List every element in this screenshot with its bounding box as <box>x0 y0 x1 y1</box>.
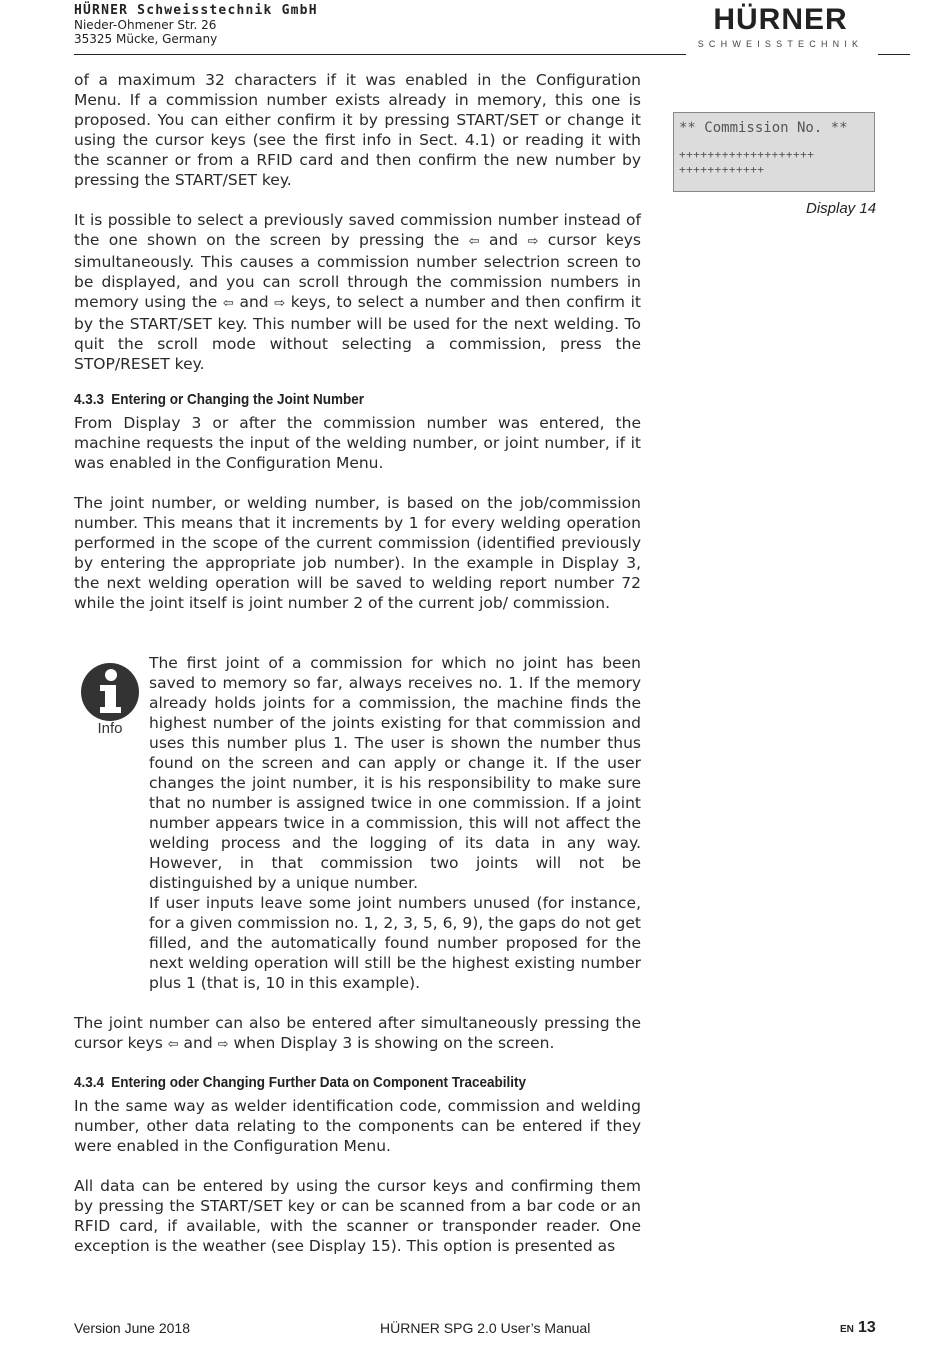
company-logo <box>688 2 873 50</box>
section-heading-4-3-3: 4.3.3 Entering or Changing the Joint Number <box>74 391 364 408</box>
paragraph-joint-input: From Display 3 or after the commission number was entered, the machine requests the input of the welding number, or joint number, if it was enabled in the Configuration Menu. <box>74 414 641 472</box>
info-paragraph-first-joint: The first joint of a commission for which no joint has been saved to memory so far, always receives no. 1. If the memory already holds joints for a commission, the machine finds the highest number of the joints existing for that commission and uses this number plus 1. The user is shown the number thus found on the screen and can apply or change it. If the user changes the joint number, it is his responsibility to make sure that no number is assigned twice in one commission. If a joint number appears twice in a commission, this will not affect the welding process and the logging of its data in any way. However, in that commission two joints will not be distinguished by a unique number. <box>149 654 641 892</box>
arrow-right-icon: ⇨ <box>217 1037 229 1052</box>
paragraph-commission-intro: of a maximum 32 characters if it was enabled in the Configuration Menu. If a commission number exists already in memory, this one is proposed. You can either confirm it by pressing START/SET or change it using the cursor keys (see the first info in Sect. 4.1) or reading it with the scanner or from a RFID card and then confirm the new number by pressing the START/SET key. <box>74 71 641 189</box>
lcd-input-line-1: +++++++++++++++++++ <box>679 148 815 161</box>
company-address-city: 35325 Mücke, Germany <box>74 32 218 46</box>
paragraph-select-commission: It is possible to select a previously saved commission number instead of the one shown on the screen by pressing the ⇦ and ⇨ cursor keys simultaneously. This causes a commission number selectrion screen to be displayed, and you can scroll through the commission numbers in memory using the ⇦ and ⇨ keys, to select a number and then confirm it by the START/SET key. This number will be used for the next welding. To quit the scroll mode without selecting a commission, press the STOP/RESET key. <box>74 211 641 373</box>
paragraph-data-entry: All data can be entered by using the cursor keys and confirming them by pressing the START/SET key or can be scanned from a bar code or an RFID card, if available, with the scanner or transponder reader. One exception is the weather (see Display 15). This option is presented as <box>74 1177 641 1255</box>
info-icon <box>80 662 140 722</box>
header-divider-right <box>878 54 910 55</box>
footer-version: Version June 2018 <box>74 1320 190 1336</box>
footer-manual-title: HÜRNER SPG 2.0 User’s Manual <box>380 1320 591 1336</box>
page-number: 13 <box>858 1319 876 1336</box>
info-label: Info <box>97 720 123 737</box>
arrow-right-icon: ⇨ <box>527 234 539 249</box>
footer-language: EN <box>840 1324 854 1335</box>
paragraph-joint-number: The joint number, or welding number, is based on the job/commission number. This means that it increments by 1 for every welding operation performed in the scope of the current commission (identified previously by entering the appropriate job number). In the example in Display 3, the next welding operation will be saved to welding report number 72 while the joint itself is joint number 2 of the current job/ commission. <box>74 494 641 612</box>
lcd-title: ** Commission No. ** <box>679 120 848 136</box>
logo-wordmark: HÜRNER <box>713 3 848 36</box>
arrow-left-icon: ⇦ <box>167 1037 179 1052</box>
lcd-display-14 <box>673 112 875 192</box>
lcd-input-line-2: ++++++++++++ <box>679 163 765 176</box>
company-block <box>74 4 318 46</box>
section-heading-4-3-4: 4.3.4 Entering oder Changing Further Data on Component Traceability <box>74 1074 527 1091</box>
arrow-right-icon: ⇨ <box>274 296 286 311</box>
info-paragraph-unused-numbers: If user inputs leave some joint numbers unused (for instance, for a given commission no. 1, 2, 3, 5, 6, 9), the gaps do not get filled, and the automatically found number proposed for the next welding operation will still be the highest existing number plus 1 (that is, 10 in this example). <box>149 894 641 992</box>
arrow-left-icon: ⇦ <box>468 234 480 249</box>
company-address-street: Nieder-Ohmener Str. 26 <box>74 18 217 32</box>
company-name: HÜRNER Schweisstechnik GmbH <box>74 3 318 18</box>
logo-subtitle: SCHWEISSTECHNIK <box>697 39 864 49</box>
paragraph-joint-cursor-keys: The joint number can also be entered after simultaneously pressing the cursor keys ⇦ and ⇨ when Display 3 is showing on the screen. <box>74 1014 641 1052</box>
header-divider <box>74 54 686 55</box>
display-caption: Display 14 <box>806 200 877 217</box>
paragraph-traceability: In the same way as welder identification code, commission and welding number, other data relating to the components can be entered if they were enabled in the Configuration Menu. <box>74 1097 641 1155</box>
arrow-left-icon: ⇦ <box>222 296 234 311</box>
